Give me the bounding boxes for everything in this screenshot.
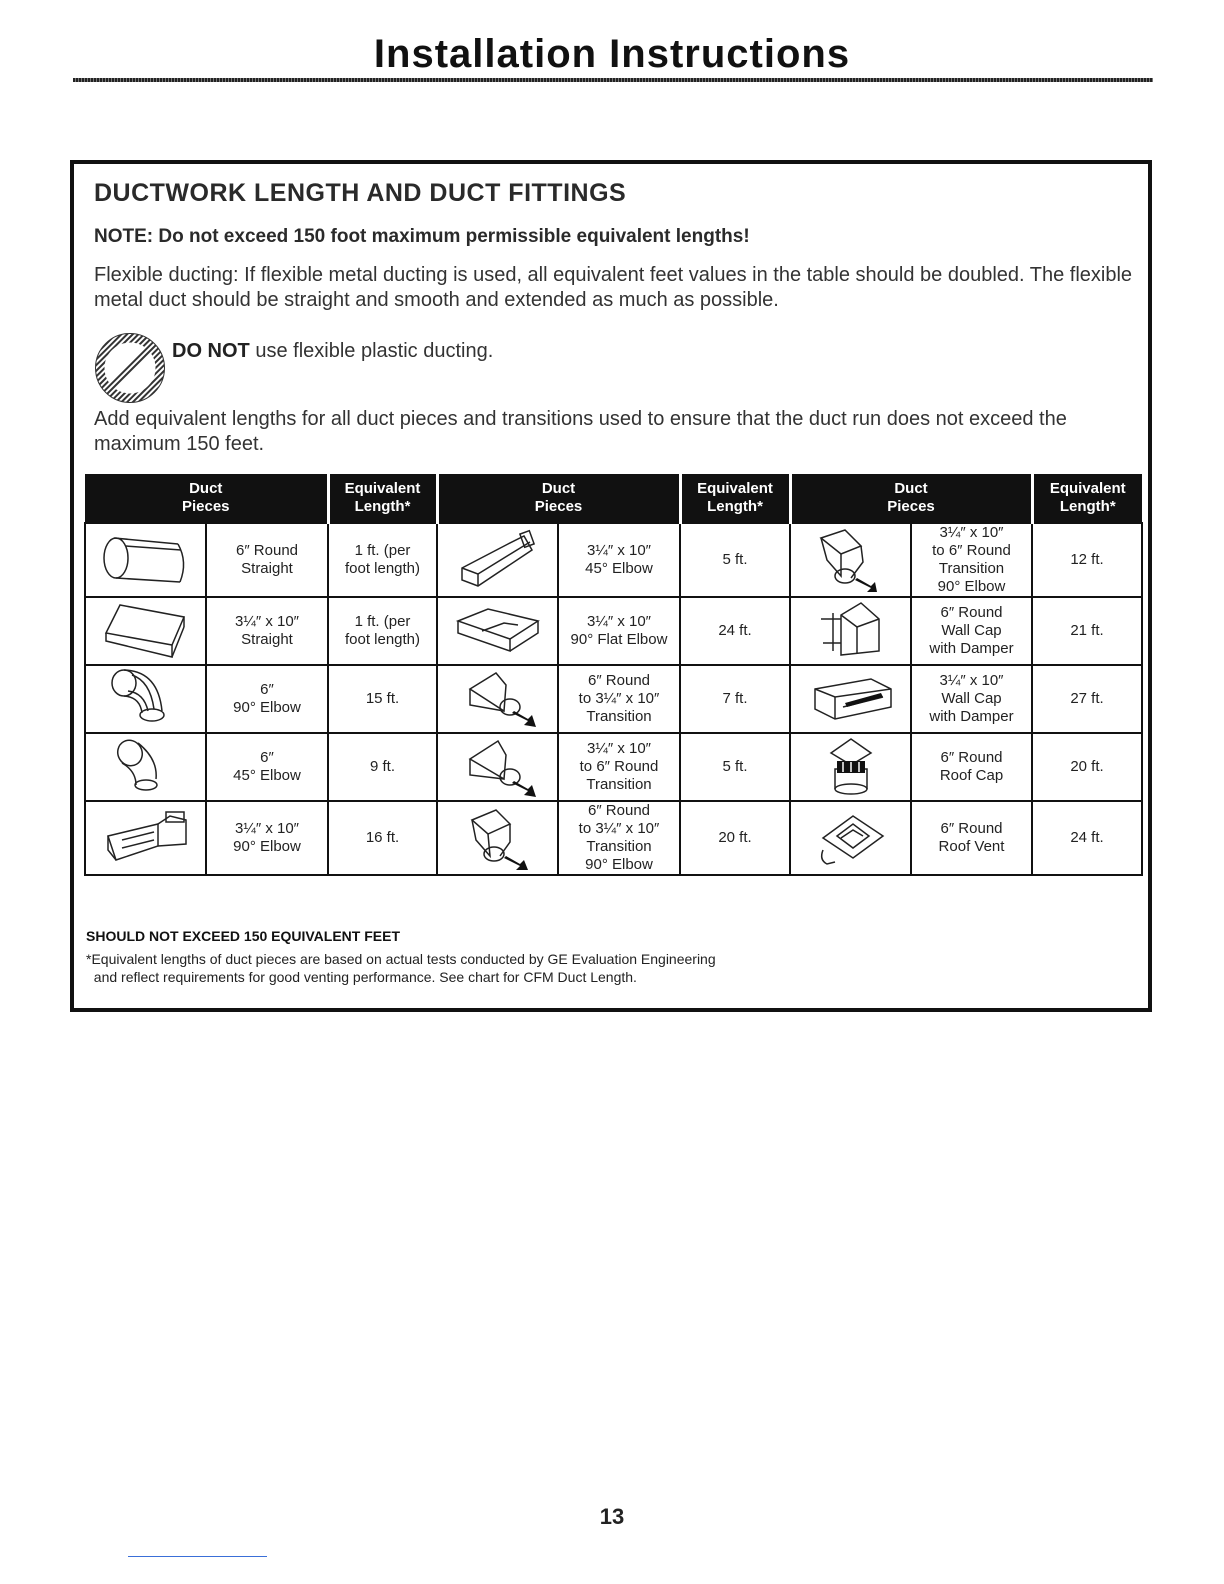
piece-label: 6″ Round Roof Vent bbox=[911, 801, 1032, 875]
rect-45-elbow-icon bbox=[437, 523, 558, 597]
header-duct-pieces: Duct Pieces bbox=[85, 474, 328, 523]
rect-wall-cap-icon bbox=[790, 665, 911, 733]
length-value: 24 ft. bbox=[1032, 801, 1142, 875]
length-value: 21 ft. bbox=[1032, 597, 1142, 665]
piece-label: 6″ Round to 3¼″ x 10″ Transition 90° Elbow bbox=[558, 801, 680, 875]
title-underline bbox=[73, 78, 1153, 82]
header-equivalent-length: Equivalent Length* bbox=[1032, 474, 1142, 523]
piece-label: 6″ Round Wall Cap with Damper bbox=[911, 597, 1032, 665]
table-row bbox=[85, 801, 1142, 875]
round-45-elbow-icon bbox=[85, 733, 206, 801]
piece-label: 3¼″ x 10″ Wall Cap with Damper bbox=[911, 665, 1032, 733]
rect-90-elbow-icon bbox=[85, 801, 206, 875]
length-value: 1 ft. (per foot length) bbox=[328, 597, 437, 665]
piece-label: 6″ Round Straight bbox=[206, 523, 328, 597]
header-duct-pieces: Duct Pieces bbox=[437, 474, 680, 523]
rect-90-flat-elbow-icon bbox=[437, 597, 558, 665]
link-underline bbox=[128, 1556, 267, 1557]
piece-label: 3¼″ x 10″ Straight bbox=[206, 597, 328, 665]
round-straight-duct-icon bbox=[85, 523, 206, 597]
piece-label: 6″ 45° Elbow bbox=[206, 733, 328, 801]
round-90-elbow-icon bbox=[85, 665, 206, 733]
piece-label: 3¼″ x 10″ 90° Elbow bbox=[206, 801, 328, 875]
piece-label: 6″ Round to 3¼″ x 10″ Transition bbox=[558, 665, 680, 733]
length-value: 9 ft. bbox=[328, 733, 437, 801]
prohibited-icon bbox=[94, 332, 166, 404]
duct-fittings-table bbox=[84, 474, 1143, 876]
page-number: 13 bbox=[599, 1504, 625, 1529]
length-value: 24 ft. bbox=[680, 597, 790, 665]
piece-label: 6″ Round Roof Cap bbox=[911, 733, 1032, 801]
header-equivalent-length: Equivalent Length* bbox=[328, 474, 437, 523]
header-duct-pieces: Duct Pieces bbox=[790, 474, 1032, 523]
round-to-rect-90-transition-icon bbox=[437, 801, 558, 875]
length-value: 15 ft. bbox=[328, 665, 437, 733]
page-title: Installation Instructions bbox=[373, 32, 851, 76]
piece-label: 3¼″ x 10″ to 6″ Round Transition bbox=[558, 733, 680, 801]
warning-text bbox=[172, 340, 493, 363]
round-to-rect-transition-icon bbox=[437, 665, 558, 733]
flexible-ducting-paragraph: Flexible ducting: If flexible metal ducting is used, all equivalent feet values in the table should be doubled. The flexible metal duct should be straight and smooth and extended as much as possible. bbox=[94, 264, 1133, 311]
piece-label: 6″ 90° Elbow bbox=[206, 665, 328, 733]
piece-label: 3¼″ x 10″ 45° Elbow bbox=[558, 523, 680, 597]
length-value: 12 ft. bbox=[1032, 523, 1142, 597]
ductwork-panel bbox=[70, 160, 1152, 1012]
piece-label: 3¼″ x 10″ to 6″ Round Transition 90° Elbow bbox=[911, 523, 1032, 597]
table-row bbox=[85, 665, 1142, 733]
equivalent-lengths-paragraph: Add equivalent lengths for all duct pieces and transitions used to ensure that the duct run does not exceed the maximum 150 feet. bbox=[94, 408, 1067, 455]
length-value: 27 ft. bbox=[1032, 665, 1142, 733]
round-roof-vent-icon bbox=[790, 801, 911, 875]
note-text: NOTE: Do not exceed 150 foot maximum permissible equivalent lengths! bbox=[94, 226, 750, 247]
length-value: 16 ft. bbox=[328, 801, 437, 875]
rect-to-round-90-transition-icon bbox=[790, 523, 911, 597]
length-value: 5 ft. bbox=[680, 523, 790, 597]
warning-rest: use flexible plastic ducting. bbox=[249, 340, 494, 362]
warning-bold: DO NOT bbox=[172, 340, 250, 362]
table-row bbox=[85, 597, 1142, 665]
length-value: 7 ft. bbox=[680, 665, 790, 733]
length-value: 20 ft. bbox=[1032, 733, 1142, 801]
round-roof-cap-icon bbox=[790, 733, 911, 801]
length-value: 5 ft. bbox=[680, 733, 790, 801]
table-row bbox=[85, 733, 1142, 801]
piece-label: 3¼″ x 10″ 90° Flat Elbow bbox=[558, 597, 680, 665]
header-equivalent-length: Equivalent Length* bbox=[680, 474, 790, 523]
rect-to-round-transition-icon bbox=[437, 733, 558, 801]
section-heading: DUCTWORK LENGTH AND DUCT FITTINGS bbox=[94, 179, 627, 207]
footnote: *Equivalent lengths of duct pieces are based on actual tests conducted by GE Evaluation Engineering and reflect requirements for good venting performance. See chart for CFM Duct Length. bbox=[86, 951, 716, 985]
length-value: 1 ft. (per foot length) bbox=[328, 523, 437, 597]
round-wall-cap-icon bbox=[790, 597, 911, 665]
table-row bbox=[85, 523, 1142, 597]
length-value: 20 ft. bbox=[680, 801, 790, 875]
max-length-warning: SHOULD NOT EXCEED 150 EQUIVALENT FEET bbox=[86, 928, 401, 944]
rect-straight-duct-icon bbox=[85, 597, 206, 665]
